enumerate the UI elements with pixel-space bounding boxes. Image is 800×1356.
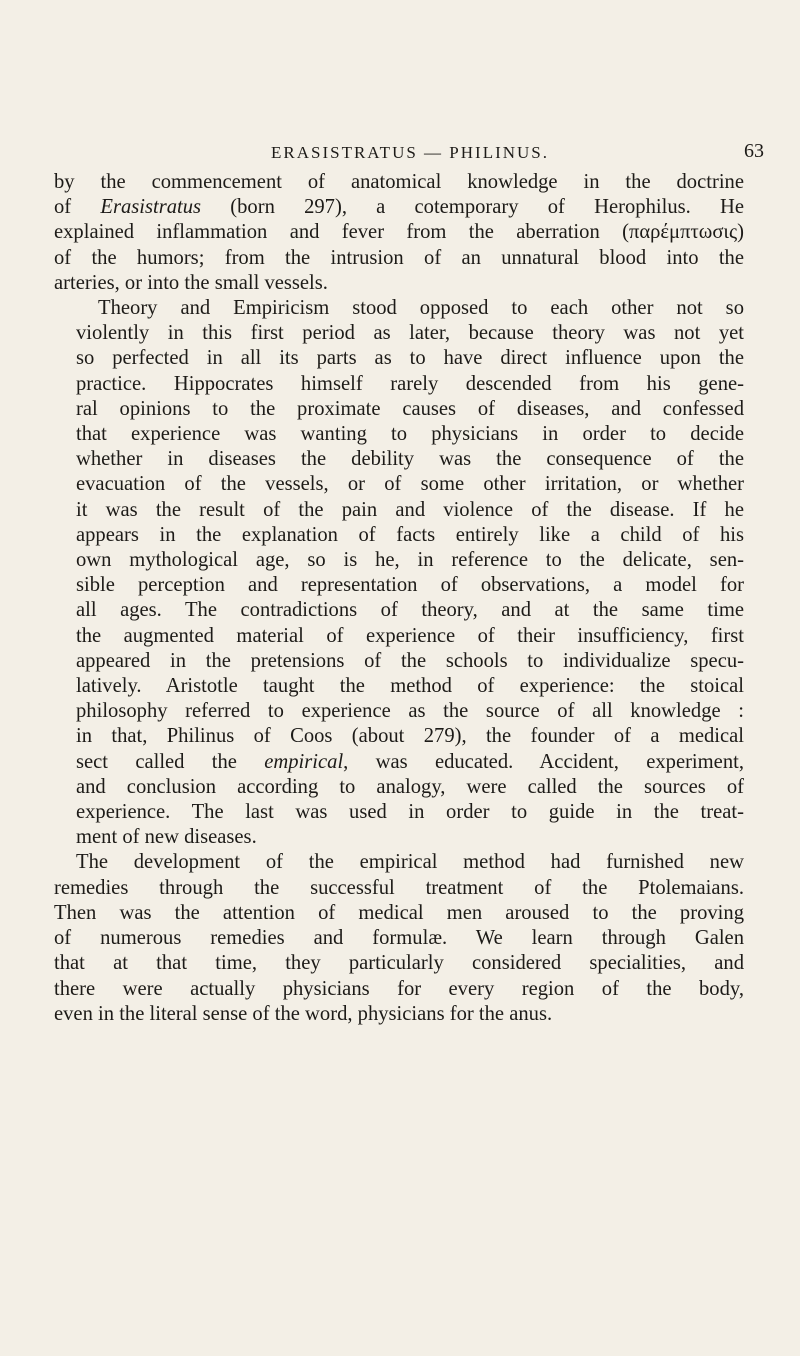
text-line: appeared in the pretensions of the schools to individualize specu- bbox=[76, 649, 744, 672]
text-line: latively. Aristotle taught the method of experience: the stoical bbox=[76, 675, 744, 698]
text-line: sible perception and representation of observations, a model for bbox=[76, 574, 744, 597]
page-header bbox=[60, 140, 764, 166]
page-number: 63 bbox=[744, 140, 764, 162]
text-line: there were actually physicians for every region of the body, bbox=[54, 977, 744, 1000]
text-line: ment of new diseases. bbox=[76, 826, 257, 849]
text-line: appears in the explanation of facts entirely like a child of his bbox=[76, 523, 744, 546]
text-line: arteries, or into the small vessels. bbox=[54, 271, 328, 294]
text-line: even in the literal sense of the word, physicians for the anus. bbox=[54, 1002, 553, 1025]
text-line: own mythological age, so is he, in reference to the delicate, sen- bbox=[76, 549, 744, 572]
text-line: and conclusion according to analogy, were called the sources of bbox=[76, 775, 744, 798]
text-line: the augmented material of experience of their insufficiency, first bbox=[76, 624, 744, 647]
text-line: ral opinions to the proximate causes of diseases, and confessed bbox=[76, 397, 744, 420]
text-line: The development of the empirical method had furnished new bbox=[76, 851, 744, 874]
paragraph-1 bbox=[54, 170, 744, 296]
text-line: Theory and Empiricism stood opposed to each other not so bbox=[98, 297, 744, 320]
text-line: violently in this first period as later, because theory was not yet bbox=[76, 322, 744, 345]
text-line: so perfected in all its parts as to have direct influence upon the bbox=[76, 347, 744, 370]
text-line: remedies through the successful treatment of the Ptolemaians. bbox=[54, 876, 744, 899]
emphasis-empirical: empirical bbox=[264, 750, 344, 773]
text-line: it was the result of the pain and violence of the disease. If he bbox=[76, 498, 744, 521]
text-line: practice. Hippocrates himself rarely descended from his gene- bbox=[76, 372, 744, 395]
text-line: whether in diseases the debility was the consequence of the bbox=[76, 448, 744, 471]
running-head: ERASISTRATUS — PHILINUS. bbox=[271, 143, 549, 162]
text-line: all ages. The contradictions of theory, and at the same time bbox=[76, 599, 744, 622]
text-line: in that, Philinus of Coos (about 279), the founder of a medical bbox=[76, 725, 744, 748]
text-line: of Erasistratus (born 297), a cotemporary of Herophilus. He bbox=[54, 196, 744, 219]
text-line: Then was the attention of medical men aroused to the proving bbox=[54, 901, 744, 924]
text-line: of the humors; from the intrusion of an unnatural blood into the bbox=[54, 246, 744, 269]
text-line: sect called the empirical, was educated. Accident, experiment, bbox=[76, 750, 744, 773]
text-line: explained inflammation and fever from the aberration (παρέμπτωσις) bbox=[54, 221, 744, 244]
text-line: philosophy referred to experience as the source of all knowledge : bbox=[76, 700, 744, 723]
text-line: experience. The last was used in order to guide in the treat- bbox=[76, 801, 744, 824]
text-line: of numerous remedies and formulæ. We learn through Galen bbox=[54, 927, 744, 950]
paragraph-2 bbox=[54, 296, 744, 850]
text-line: by the commencement of anatomical knowledge in the doctrine bbox=[54, 171, 744, 193]
body-text bbox=[54, 170, 744, 1027]
text-line: that experience was wanting to physicians in order to decide bbox=[76, 423, 744, 446]
paragraph-3 bbox=[54, 850, 744, 1026]
text-line: that at that time, they particularly considered specialities, and bbox=[54, 952, 744, 975]
text-line: evacuation of the vessels, or of some other irritation, or whether bbox=[76, 473, 744, 496]
emphasis-erasistratus: Erasistratus bbox=[100, 196, 202, 219]
